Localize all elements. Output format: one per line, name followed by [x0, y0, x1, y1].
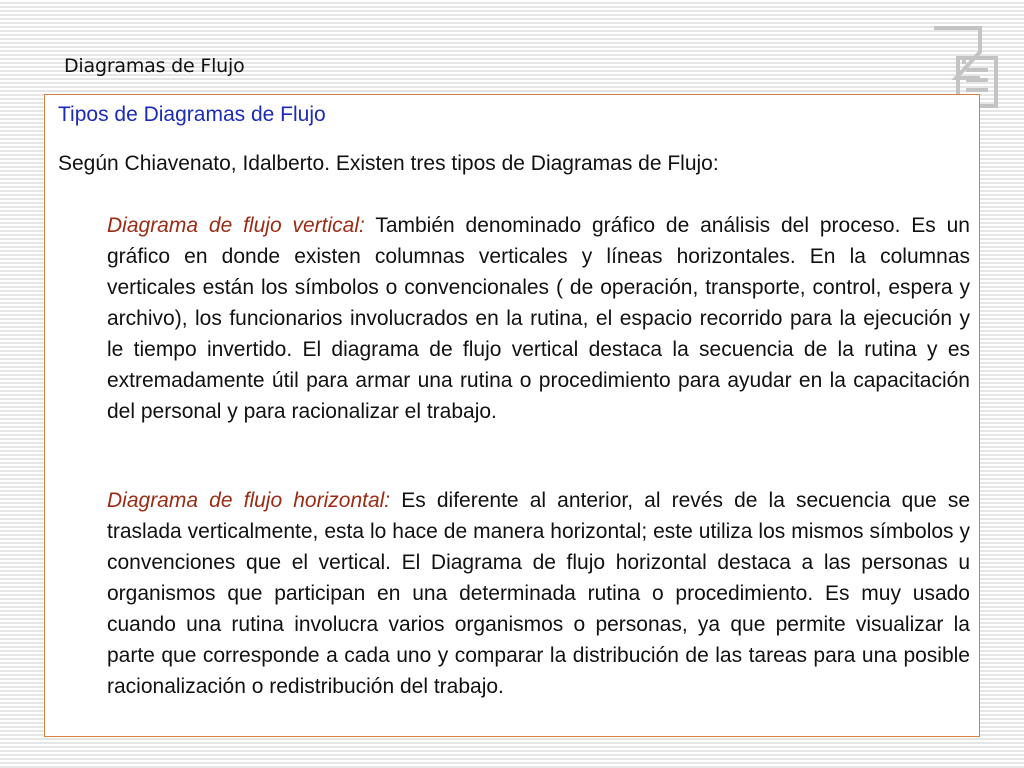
- term-vertical: Diagrama de flujo vertical:: [107, 214, 365, 237]
- page-header-title: Diagramas de Flujo: [64, 55, 245, 77]
- content-box: [44, 94, 980, 737]
- paragraph-horizontal: [107, 485, 970, 702]
- term-horizontal: Diagrama de flujo horizontal:: [107, 489, 391, 512]
- intro-text: Según Chiavenato, Idalberto. Existen tres tipos de Diagramas de Flujo:: [58, 152, 719, 175]
- section-title: Tipos de Diagramas de Flujo: [58, 103, 326, 126]
- paragraph-vertical: [107, 210, 970, 427]
- paragraph-vertical-text: También denominado gráfico de análisis del proceso. Es un gráfico en donde existen columnas verticales y líneas horizontales. En la columnas verticales están los símbolos o convencionales ( de operación, transporte, control, espera y archivo), los funcionarios involucrados en la rutina, el espacio recorrido para la ejecución y le tiempo invertido. El diagrama de flujo vertical destaca la secuencia de la rutina y es extremadamente útil para armar una rutina o procedimiento para ayudar en la capacitación del personal y para racionalizar el trabajo.: [107, 214, 970, 423]
- paragraph-horizontal-text: Es diferente al anterior, al revés de la secuencia que se traslada verticalmente, esta lo hace de manera horizontal; este utiliza los mismos símbolos y convenciones que el vertical. El Diagrama de flujo horizontal destaca a las personas u organismos que participan en una determinada rutina o procedimiento. Es muy usado cuando una rutina involucra varios organismos o personas, ya que permite visualizar la parte que corresponde a cada uno y comparar la distribución de las tareas para una posible racionalización o redistribución del trabajo.: [107, 489, 970, 698]
